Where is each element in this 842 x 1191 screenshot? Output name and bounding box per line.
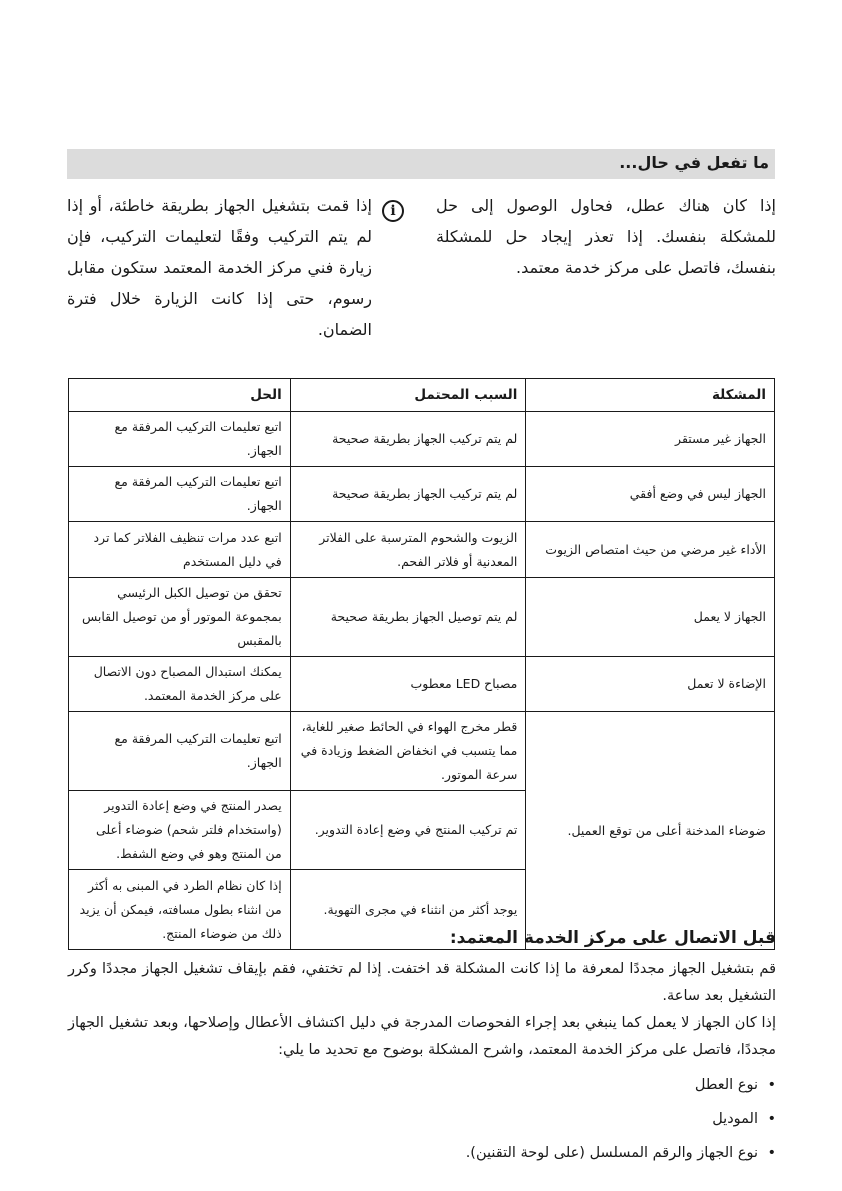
header-solution: الحل [69, 379, 291, 412]
section-banner [67, 149, 775, 179]
cell-problem: الجهاز لا يعمل [526, 578, 775, 657]
cell-cause: قطر مخرج الهواء في الحائط صغير للغاية، مما يتسبب في انخفاض الضغط وزيادة في سرعة الموتور. [290, 712, 526, 791]
cell-problem: الإضاءة لا تعمل [526, 657, 775, 712]
cell-problem: الجهاز ليس في وضع أفقي [526, 467, 775, 522]
cell-cause: الزيوت والشحوم المترسبة على الفلاتر المعدنية أو فلاتر الفحم. [290, 522, 526, 578]
table-row [69, 467, 775, 522]
cell-problem: الجهاز غير مستقر [526, 412, 775, 467]
table-header-row [69, 379, 775, 412]
cell-solution: اتبع تعليمات التركيب المرفقة مع الجهاز. [69, 467, 291, 522]
cell-solution: يمكنك استبدال المصباح دون الاتصال على مركز الخدمة المعتمد. [69, 657, 291, 712]
cell-cause: لم يتم تركيب الجهاز بطريقة صحيحة [290, 412, 526, 467]
cell-cause: تم تركيب المنتج في وضع إعادة التدوير. [290, 791, 526, 870]
contact-section [68, 925, 776, 1170]
info-icon: i [382, 200, 404, 222]
cell-problem: الأداء غير مرضي من حيث امتصاص الزيوت [526, 522, 775, 578]
cell-solution: اتبع تعليمات التركيب المرفقة مع الجهاز. [69, 412, 291, 467]
contact-list [68, 1068, 776, 1170]
list-item: • نوع العطل [68, 1068, 758, 1102]
cell-cause: يوجد أكثر من انثناء في مجرى التهوية. [290, 870, 526, 950]
header-problem: المشكلة [526, 379, 775, 412]
cell-cause: لم يتم توصيل الجهاز بطريقة صحيحة [290, 578, 526, 657]
cell-cause: مصباح LED معطوب [290, 657, 526, 712]
section-title: ما تفعل في حال... [619, 153, 769, 172]
cell-solution: يصدر المنتج في وضع إعادة التدوير (واستخدام فلتر شحم) ضوضاء أعلى من المنتج وهو في وضع الشفط. [69, 791, 291, 870]
warning-paragraph: إذا قمت بتشغيل الجهاز بطريقة خاطئة، أو إذا لم يتم التركيب وفقًا لتعليمات التركيب، فإن زيارة فني مركز الخدمة المعتمد ستكون مقابل رسوم، حتى إذا كانت الزيارة خلال فترة الضمان. [67, 196, 372, 339]
cell-problem-noise: ضوضاء المدخنة أعلى من توقع العميل. [526, 712, 775, 950]
cell-solution: اتبع تعليمات التركيب المرفقة مع الجهاز. [69, 712, 291, 791]
troubleshooting-table [68, 378, 775, 950]
contact-title: قبل الاتصال على مركز الخدمة المعتمد: [449, 928, 776, 948]
cell-solution: إذا كان نظام الطرد في المبنى به أكثر من انثناء بطول مسافته، فيمكن أن يزيد ذلك من ضوضاء المنتج. [69, 870, 291, 950]
table-row [69, 522, 775, 578]
table-row [69, 412, 775, 467]
cell-solution: تحقق من توصيل الكبل الرئيسي بمجموعة الموتور أو من توصيل القابس بالمقبس [69, 578, 291, 657]
list-item: • نوع الجهاز والرقم المسلسل (على لوحة التقنين). [68, 1136, 758, 1170]
table-row [69, 712, 775, 791]
header-cause: السبب المحتمل [290, 379, 526, 412]
list-item: • الموديل [68, 1102, 758, 1136]
contact-paragraph-2: إذا كان الجهاز لا يعمل كما ينبغي بعد إجراء الفحوصات المدرجة في دليل اكتشاف الأعطال وإصلاحها، وبعد تشغيل الجهاز مجددًا، فاتصل على مركز الخدمة المعتمد، واشرح المشكلة بوضوح مع تحديد ما يلي: [68, 1015, 776, 1058]
contact-paragraph-1: قم بتشغيل الجهاز مجددًا لمعرفة ما إذا كانت المشكلة قد اختفت. إذا لم تختفي، فقم بإيقاف تشغيل الجهاز مجددًا وكرر التشغيل بعد ساعة. [68, 961, 776, 1004]
cell-cause: لم يتم تركيب الجهاز بطريقة صحيحة [290, 467, 526, 522]
intro-paragraph: إذا كان هناك عطل، فحاول الوصول إلى حل للمشكلة بنفسك. إذا تعذر إيجاد حل للمشكلة بنفسك، فاتصل على مركز خدمة معتمد. [436, 196, 776, 277]
table-row [69, 578, 775, 657]
table-row [69, 657, 775, 712]
cell-solution: اتبع عدد مرات تنظيف الفلاتر كما ترد في دليل المستخدم [69, 522, 291, 578]
